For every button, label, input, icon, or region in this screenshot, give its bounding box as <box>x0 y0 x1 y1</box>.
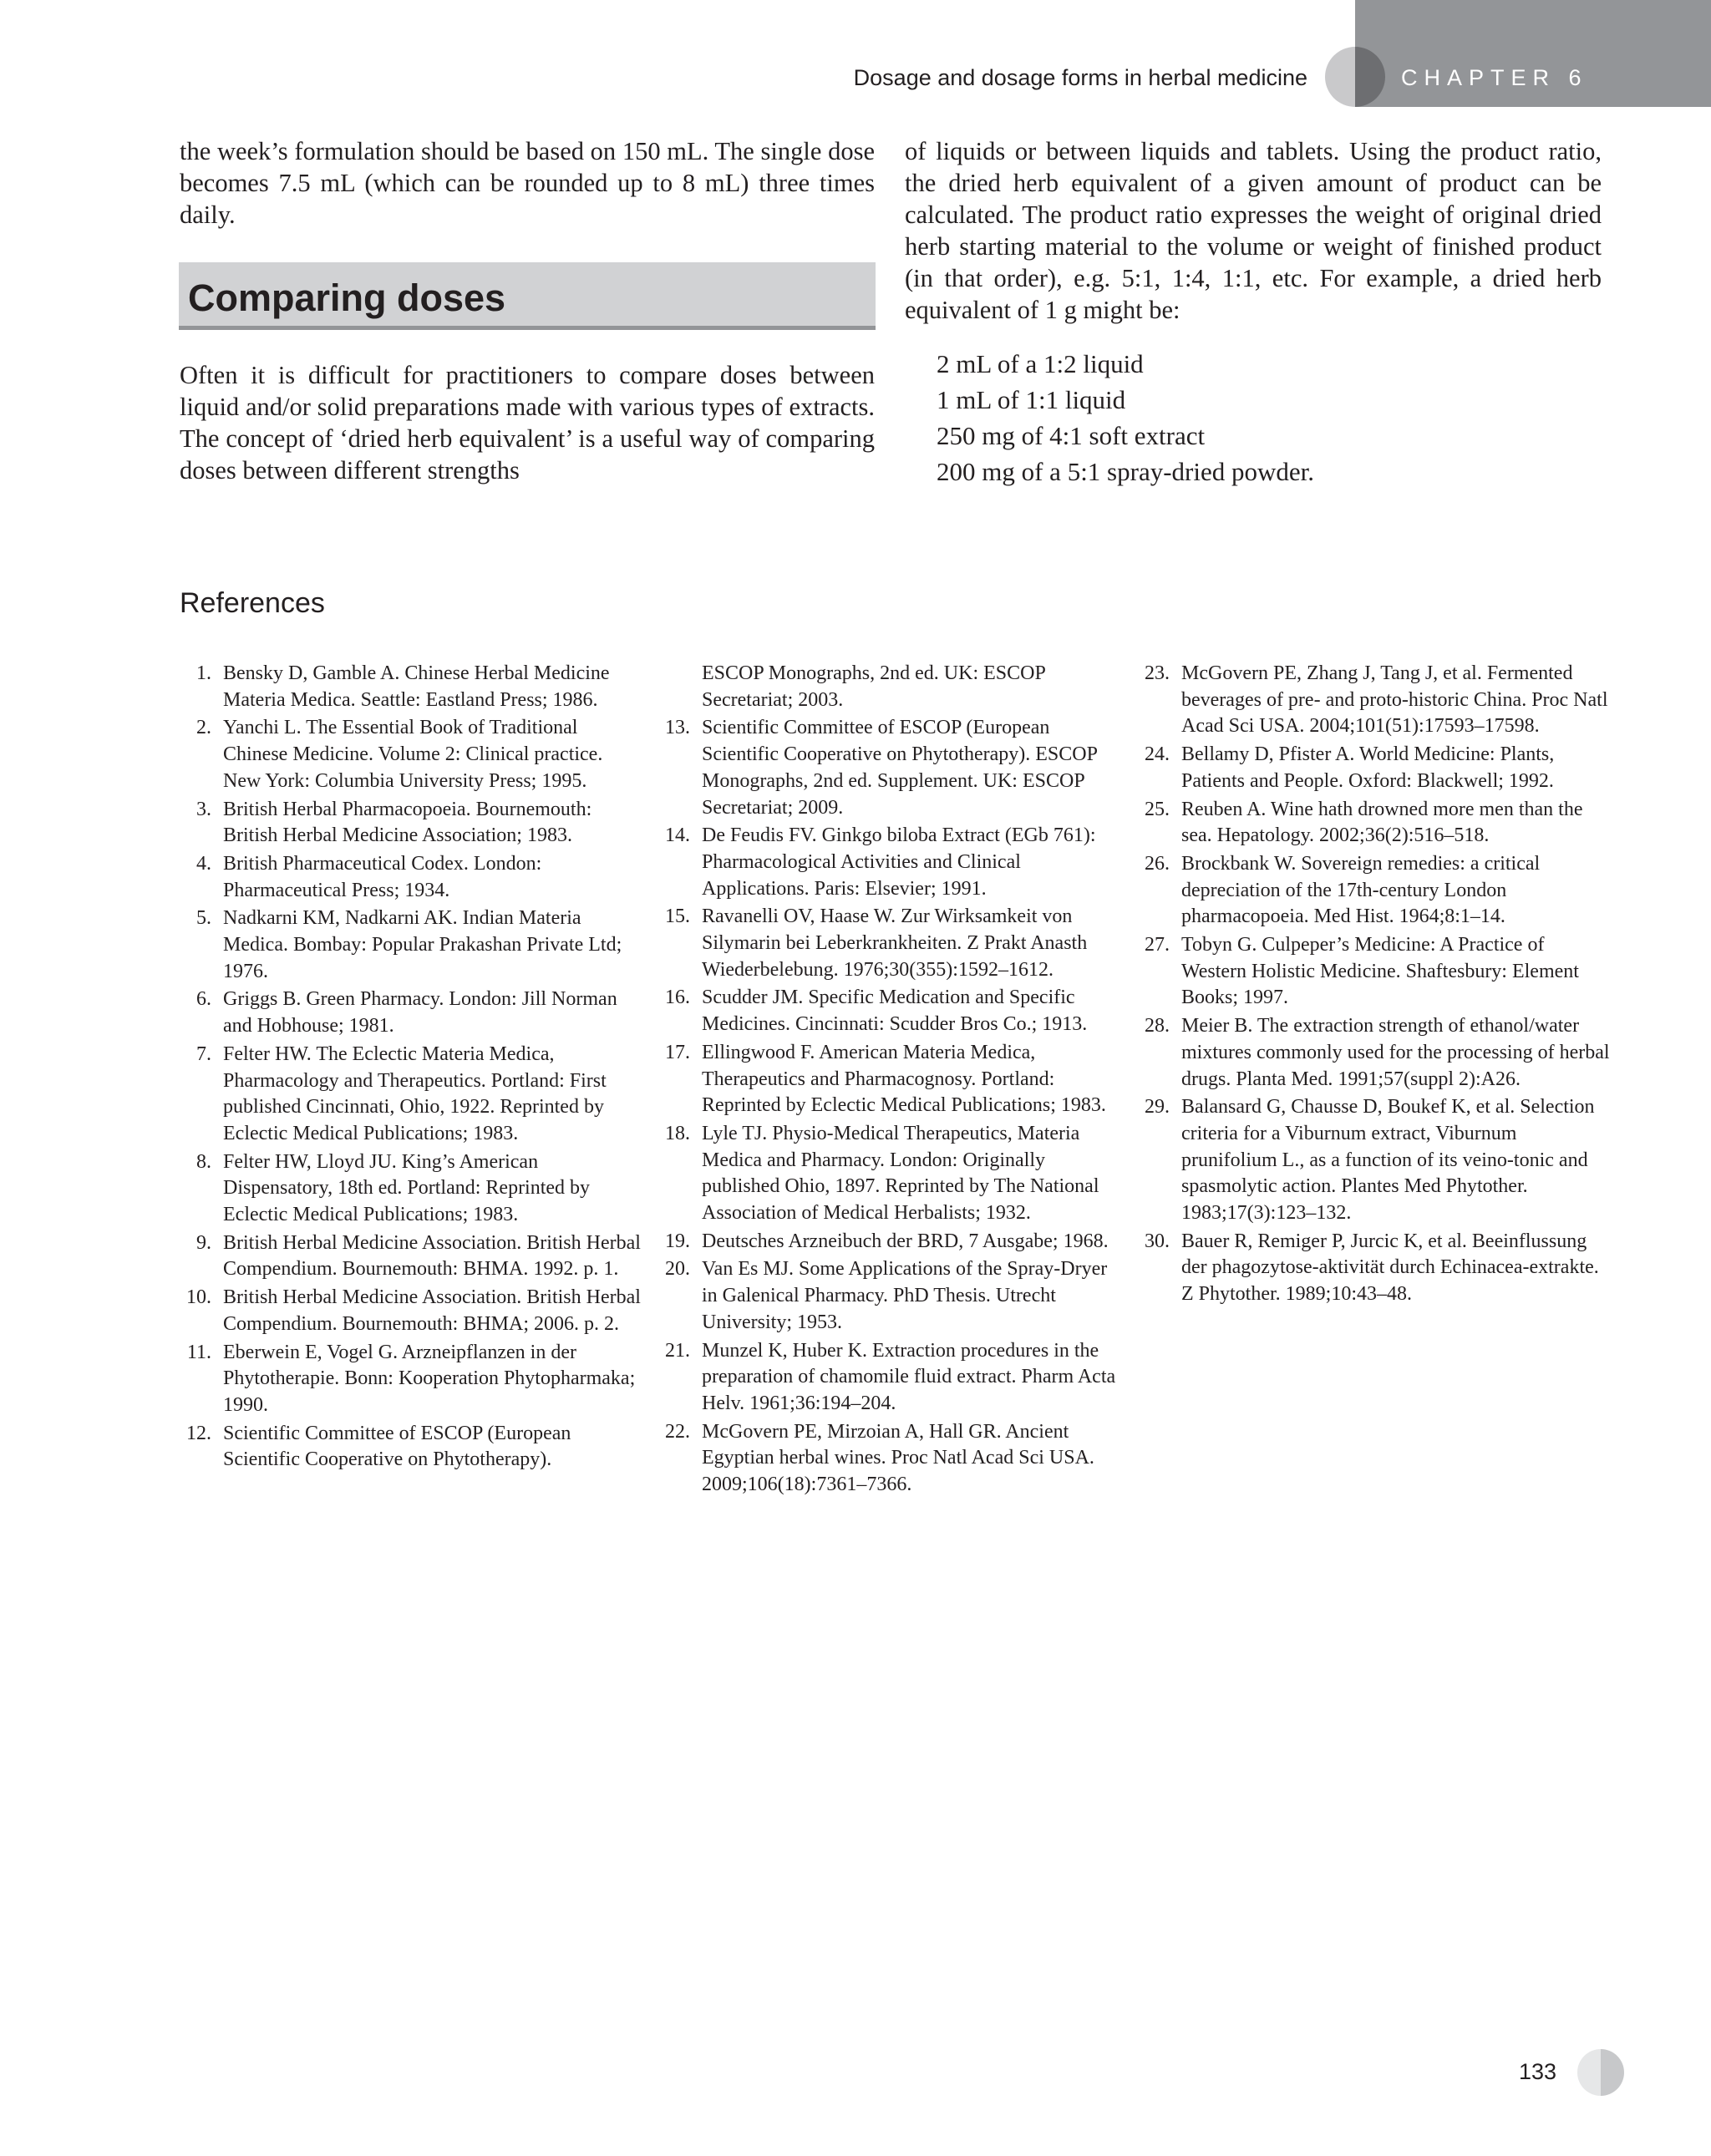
reference-item <box>1138 1229 1610 1308</box>
reference-item <box>658 1121 1122 1227</box>
reference-text: British Herbal Medicine Association. British Herbal Compendium. Bournemouth: BHMA; 2006. p. 2. <box>223 1286 641 1335</box>
references-column-3 <box>1138 661 1610 1310</box>
reference-number: 9. <box>196 1231 211 1254</box>
reference-item <box>1138 851 1610 931</box>
equivalents-list <box>937 346 1314 490</box>
reference-number: 28. <box>1145 1015 1170 1037</box>
reference-text: Yanchi L. The Essential Book of Traditional Chinese Medicine. Volume 2: Clinical practice. New York: Columbia University Press; 1995. <box>223 717 603 792</box>
reference-number: 21. <box>665 1339 690 1362</box>
reference-item <box>658 1229 1122 1256</box>
body-paragraph-continued <box>180 135 875 231</box>
chapter-label: CHAPTER 6 <box>1401 65 1588 90</box>
reference-number: 5. <box>196 907 211 930</box>
reference-text: Ravanelli OV, Haase W. Zur Wirksamkeit von Silymarin bei Leberkrankheiten. Z Prakt Anasth Wiederbelebung. 1976;30(355):1592–1612. <box>702 906 1088 981</box>
reference-number: 26. <box>1145 852 1170 875</box>
paragraph-text: Often it is difficult for practitioners to compare doses between liquid and/or solid preparations made with various types of extracts. The concept of ‘dried herb equivalent’ is a useful way of comparing doses between different strengths <box>180 361 875 484</box>
reference-text: British Herbal Medicine Association. British Herbal Compendium. Bournemouth: BHMA. 1992. p. 1. <box>223 1231 641 1281</box>
reference-number: 17. <box>665 1041 690 1063</box>
reference-number: 1. <box>196 662 211 684</box>
reference-number: 19. <box>665 1230 690 1252</box>
reference-text: Tobyn G. Culpeper’s Medicine: A Practice of Western Holistic Medicine. Shaftesbury: Element Books; 1997. <box>1181 934 1579 1009</box>
reference-text: Balansard G, Chausse D, Boukef K, et al. Selection criteria for a Viburnum extract, Viburnum prunifolium L., as a function of its veino-tonic and spasmolytic action. Plantes Med Phytother. 1983;17(3):123–132. <box>1181 1096 1595 1225</box>
reference-text: Brockbank W. Sovereign remedies: a critical depreciation of the 17th-century London pharmacopoeia. Med Hist. 1964;8:1–14. <box>1181 852 1541 928</box>
reference-text: Scudder JM. Specific Medication and Specific Medicines. Cincinnati: Scudder Bros Co.; 1913. <box>702 987 1088 1036</box>
equivalent-item: 250 mg of 4:1 soft extract <box>937 421 1206 450</box>
reference-text: McGovern PE, Zhang J, Tang J, et al. Fermented beverages of pre- and proto-historic China. Proc Natl Acad Sci USA. 2004;101(51):17593–17598. <box>1181 662 1608 738</box>
reference-item <box>1138 661 1610 740</box>
reference-number: 7. <box>196 1042 211 1065</box>
chapter-tab-circle <box>1325 47 1385 107</box>
reference-number: 3. <box>196 798 211 820</box>
reference-text: Eberwein E, Vogel G. Arzneipflanzen in der Phytotherapie. Bonn: Kooperation Phytopharmaka; 1990. <box>223 1341 636 1416</box>
reference-number: 20. <box>665 1258 690 1281</box>
equivalent-item: 200 mg of a 5:1 spray-dried powder. <box>937 457 1314 486</box>
reference-item <box>658 904 1122 983</box>
reference-number: 27. <box>1145 934 1170 956</box>
references-heading: References <box>180 587 325 619</box>
reference-item <box>1138 797 1610 850</box>
page-number: 133 <box>1519 2059 1557 2084</box>
reference-item <box>180 1285 643 1337</box>
reference-text: Bauer R, Remiger P, Jurcic K, et al. Beeinflussung der phagozytose-aktivität durch Echinacea-extrakte. Z Phytother. 1989;10:43–48. <box>1181 1230 1599 1306</box>
reference-number: 15. <box>665 906 690 928</box>
reference-text: McGovern PE, Mirzoian A, Hall GR. Ancient Egyptian herbal wines. Proc Natl Acad Sci USA. 2009;106(18):7361–7366. <box>702 1420 1094 1496</box>
reference-number: 29. <box>1145 1096 1170 1119</box>
reference-text: Nadkarni KM, Nadkarni AK. Indian Materia Medica. Bombay: Popular Prakashan Private Ltd; 1976. <box>223 907 622 982</box>
reference-item <box>658 823 1122 902</box>
reference-text: Bensky D, Gamble A. Chinese Herbal Medicine Materia Medica. Seattle: Eastland Press; 1986. <box>223 662 610 711</box>
equivalent-item: 2 mL of a 1:2 liquid <box>937 349 1144 378</box>
equivalent-item: 1 mL of 1:1 liquid <box>937 385 1126 414</box>
reference-item <box>180 1340 643 1419</box>
reference-text: De Feudis FV. Ginkgo biloba Extract (EGb 761): Pharmacological Activities and Clinical Applications. Paris: Elsevier; 1991. <box>702 824 1096 900</box>
reference-number: 25. <box>1145 798 1170 820</box>
reference-number: 8. <box>196 1150 211 1173</box>
paragraph-text: the week’s formulation should be based on 150 mL. The single dose becomes 7.5 mL (which can be rounded up to 8 mL) three times daily. <box>180 137 875 229</box>
reference-text: Munzel K, Huber K. Extraction procedures in the preparation of chamomile fluid extract. Pharm Acta Helv. 1961;36:194–204. <box>702 1339 1116 1414</box>
reference-item <box>658 715 1122 821</box>
reference-text: Lyle TJ. Physio-Medical Therapeutics, Materia Medica and Pharmacy. London: Originally published Ohio, 1897. Reprinted by The National Association of Medical Herbalists; 1932. <box>702 1122 1099 1225</box>
reference-text: Scientific Committee of ESCOP (European Scientific Cooperative on Phytotherapy). ESCOP Monographs, 2nd ed. Supplement. UK: ESCOP Secretariat; 2009. <box>702 717 1098 819</box>
reference-item <box>1138 1013 1610 1093</box>
reference-number: 22. <box>665 1420 690 1443</box>
section-heading: Comparing doses <box>188 276 506 319</box>
reference-text: Griggs B. Green Pharmacy. London: Jill Norman and Hobhouse; 1981. <box>223 988 617 1037</box>
reference-text: Van Es MJ. Some Applications of the Spray-Dryer in Galenical Pharmacy. PhD Thesis. Utrecht University; 1953. <box>702 1258 1108 1333</box>
reference-item <box>1138 742 1610 794</box>
reference-number: 16. <box>665 987 690 1009</box>
reference-item <box>658 1256 1122 1336</box>
references-column-2 <box>658 661 1122 1500</box>
reference-item <box>180 1149 643 1229</box>
reference-text: Meier B. The extraction strength of ethanol/water mixtures commonly used for the processing of herbal drugs. Planta Med. 1991;57(suppl 2):A26. <box>1181 1015 1610 1090</box>
reference-number: 23. <box>1145 662 1170 684</box>
reference-item <box>1138 1094 1610 1227</box>
reference-text: British Pharmaceutical Codex. London: Pharmaceutical Press; 1934. <box>223 852 542 901</box>
reference-number: 12. <box>186 1422 211 1444</box>
reference-item <box>658 1338 1122 1418</box>
reference-item <box>658 1040 1122 1119</box>
reference-text: Reuben A. Wine hath drowned more men than the sea. Hepatology. 2002;36(2):516–518. <box>1181 798 1583 847</box>
page-number-circle <box>1577 2049 1624 2096</box>
reference-number: 30. <box>1145 1230 1170 1252</box>
reference-text: Felter HW. The Eclectic Materia Medica, Pharmacology and Therapeutics. Portland: First published Cincinnati, Ohio, 1922. Reprinted by Eclectic Medical Publications; 1983. <box>223 1042 607 1144</box>
reference-item <box>180 1042 643 1148</box>
reference-item <box>1138 932 1610 1012</box>
reference-number: 10. <box>186 1286 211 1309</box>
reference-number: 6. <box>196 988 211 1011</box>
reference-text: ESCOP Monographs, 2nd ed. UK: ESCOP Secretariat; 2003. <box>702 662 1045 711</box>
reference-number: 14. <box>665 824 690 847</box>
reference-number: 11. <box>186 1341 211 1363</box>
reference-number: 24. <box>1145 743 1170 766</box>
reference-item <box>658 661 1122 713</box>
reference-number: 18. <box>665 1122 690 1144</box>
references-column-1 <box>180 661 643 1475</box>
reference-number: 13. <box>665 717 690 739</box>
reference-item <box>180 797 643 850</box>
reference-item <box>180 1230 643 1283</box>
reference-item <box>658 985 1122 1037</box>
reference-number: 4. <box>196 852 211 875</box>
reference-text: Ellingwood F. American Materia Medica, Therapeutics and Pharmacognosy. Portland: Reprinted by Eclectic Medical Publications; 1983. <box>702 1041 1106 1117</box>
paragraph-text: of liquids or between liquids and tablets. Using the product ratio, the dried herb equivalent of a given amount of product can be calculated. The product ratio expresses the weight of original dried herb starting material to the volume or weight of finished product (in that order), e.g. 5:1, 1:4, 1:1, etc. For example, a dried herb equivalent of 1 g might be: <box>905 137 1602 324</box>
reference-number: 2. <box>196 717 211 739</box>
section-heading-box <box>179 262 876 330</box>
body-paragraph-right <box>905 135 1602 326</box>
reference-text: British Herbal Pharmacopoeia. Bournemouth: British Herbal Medicine Association; 1983. <box>223 798 592 847</box>
body-paragraph <box>180 359 875 486</box>
reference-item <box>180 987 643 1039</box>
reference-text: Bellamy D, Pfister A. World Medicine: Plants, Patients and People. Oxford: Blackwell; 1992. <box>1181 743 1555 792</box>
running-title: Dosage and dosage forms in herbal medicine <box>853 65 1307 90</box>
reference-item <box>180 661 643 713</box>
reference-text: Scientific Committee of ESCOP (European Scientific Cooperative on Phytotherapy). <box>223 1422 571 1471</box>
reference-item <box>180 906 643 985</box>
reference-text: Deutsches Arzneibuch der BRD, 7 Ausgabe; 1968. <box>702 1230 1109 1252</box>
reference-item <box>180 715 643 794</box>
reference-text: Felter HW, Lloyd JU. King’s American Dispensatory, 18th ed. Portland: Reprinted by Eclectic Medical Publications; 1983. <box>223 1150 591 1226</box>
reference-item <box>180 1421 643 1474</box>
reference-item <box>658 1419 1122 1499</box>
reference-item <box>180 851 643 904</box>
